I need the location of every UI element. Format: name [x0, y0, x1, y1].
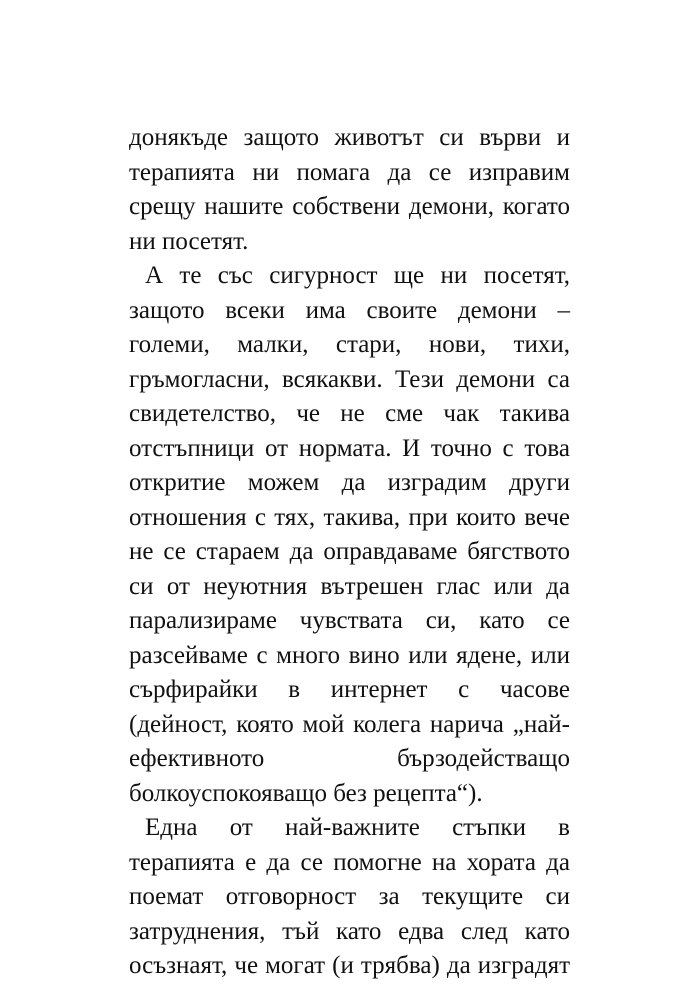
paragraph-3	[129, 811, 570, 984]
text-line: разсейваме с много вино или ядене, или	[129, 641, 570, 669]
text-line: затруднения, тъй като едва след като	[129, 917, 570, 945]
text-line: не се стараем да оправдаваме бягството	[129, 538, 570, 565]
text-line: сърфирайки в интернет с часове	[129, 676, 570, 703]
text-line: А те със сигурност ще ни посетят,	[145, 262, 570, 289]
text-line: защото всеки има своите демони –	[129, 296, 570, 324]
paragraph-1	[129, 121, 570, 259]
paragraph-2	[129, 259, 570, 811]
text-line: отношения с тях, такива, при които вече	[129, 503, 570, 531]
page-text	[129, 121, 570, 984]
text-line: ефективното бързодействащо	[129, 745, 570, 772]
text-line: донякъде защото животът си върви и	[129, 124, 570, 151]
text-line: Една от най-важните стъпки в	[145, 814, 570, 841]
text-line: отстъпници от нормата. И точно с това	[129, 434, 570, 462]
text-line: поемат отговорност за текущите си	[129, 883, 570, 910]
text-line: болкоуспокояващо без рецепта“).	[129, 779, 483, 807]
text-line: (дейност, която мой колега нарича „най-	[129, 710, 570, 738]
text-line: терапията е да се помогне на хората да	[129, 848, 570, 876]
text-line: големи, малки, стари, нови, тихи,	[129, 331, 570, 358]
text-line: си от неуютния вътрешен глас или да	[129, 572, 570, 600]
text-line: откритие можем да изградим други	[129, 469, 570, 496]
text-line: свидетелство, че не сме чак такива	[129, 400, 570, 427]
text-line: парализираме чувствата си, като се	[129, 607, 570, 634]
text-line: терапията ни помага да се изправим	[129, 158, 570, 186]
text-line: срещу нашите собствени демони, когато	[129, 193, 570, 220]
text-line: гръмогласни, всякакви. Тези демони са	[129, 365, 570, 393]
text-line: осъзнаят, че могат (и трябва) да изградят	[129, 952, 570, 979]
text-line: ни посетят.	[129, 227, 249, 255]
